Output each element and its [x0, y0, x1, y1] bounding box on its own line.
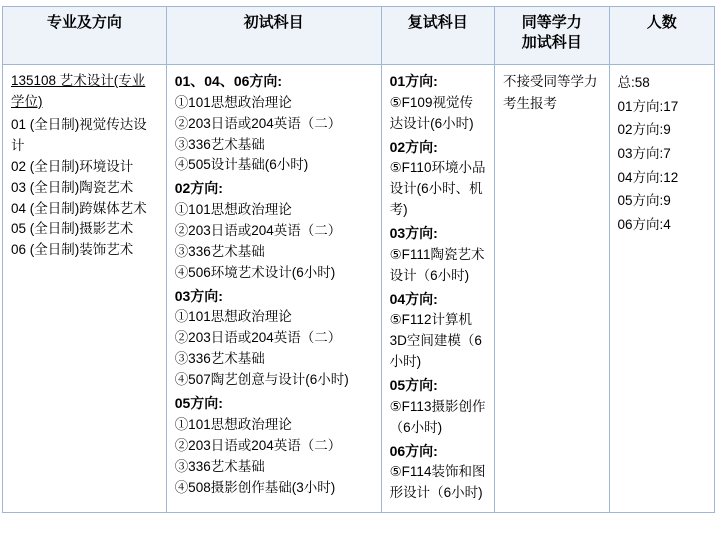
list-item: 06方向:4 [617, 216, 671, 232]
retest-group-title: 03方向: [389, 224, 438, 241]
initial-group-title: 05方向: [174, 395, 223, 412]
retest-group-title: 05方向: [389, 376, 438, 393]
column-header-initial-exam: 初试科目 [166, 7, 381, 65]
list-item: ④507陶艺创意与设计(6小时) [174, 372, 349, 388]
table-header-row [3, 7, 715, 65]
list-item: 05 (全日制)摄影艺术 [11, 221, 134, 237]
list-item: 01方向:17 [617, 98, 679, 114]
list-item: ⑤F111陶瓷艺术设计（6小时) [389, 246, 485, 283]
column-header-retest: 复试科目 [381, 7, 494, 65]
retest-group-title: 01方向: [389, 73, 438, 89]
cell-major-directions [3, 65, 167, 513]
column-header-equal-qualification [495, 7, 609, 65]
list-item: 04 (全日制)跨媒体艺术 [11, 200, 147, 216]
list-item: 04方向:12 [617, 169, 679, 185]
list-item: ①101思想政治理论 [174, 309, 292, 325]
column-header-major: 专业及方向 [3, 7, 167, 65]
program-exam-table [2, 6, 715, 513]
list-item: ⑤F112计算机3D空间建模（6小时) [389, 312, 482, 370]
cell-initial-exam-subjects [166, 65, 381, 513]
retest-group-title: 02方向: [389, 138, 438, 155]
list-item: ②203日语或204英语（二） [174, 330, 342, 346]
major-direction-list [11, 115, 158, 261]
list-item: ③336艺术基础 [174, 351, 265, 367]
column-header-count: 人数 [609, 7, 714, 65]
list-item: 05方向:9 [617, 193, 671, 209]
list-item: ④506环境艺术设计(6小时) [174, 264, 336, 280]
list-item: 01 (全日制)视觉传达设计 [11, 116, 147, 153]
list-item: ⑤F114装饰和图形设计（6小时) [389, 464, 486, 501]
list-item: 总:58 [617, 75, 650, 90]
cell-equal-qualification-note: 不接受同等学力考生报考 [495, 65, 609, 513]
initial-group-title: 02方向: [174, 180, 223, 197]
major-code-title: 135108 艺术设计(专业学位) [11, 73, 146, 109]
column-header-equal-line1: 同等学力 [521, 14, 582, 31]
list-item: ③336艺术基础 [174, 243, 265, 259]
initial-group-title: 03方向: [174, 287, 223, 304]
list-item: ⑤F113摄影创作（6小时) [389, 398, 486, 435]
list-item: ②203日语或204英语（二） [174, 437, 342, 453]
list-item: ①101思想政治理论 [174, 416, 292, 432]
retest-group-title: 06方向: [389, 442, 438, 459]
list-item: 03 (全日制)陶瓷艺术 [11, 179, 134, 195]
cell-enrollment-counts [609, 65, 714, 513]
cell-retest-subjects [381, 65, 494, 513]
list-item: ④508摄影创作基础(3小时) [174, 479, 336, 495]
table-row [3, 65, 715, 513]
retest-group-title: 04方向: [389, 290, 438, 307]
list-item: ①101思想政治理论 [174, 202, 292, 218]
list-item: ②203日语或204英语（二） [174, 222, 342, 238]
list-item: 03方向:7 [617, 145, 671, 161]
list-item: 06 (全日制)装饰艺术 [11, 242, 134, 258]
list-item: ⑤F110环境小品设计(6小时、机考) [389, 160, 486, 218]
column-header-equal-line2: 加试科目 [521, 34, 582, 52]
list-item: ⑤F109视觉传达设计(6小时) [389, 94, 474, 131]
list-item: 02 (全日制)环境设计 [11, 158, 134, 174]
list-item: ②203日语或204英语（二） [174, 115, 342, 131]
list-item: ①101思想政治理论 [174, 94, 292, 110]
list-item: ③336艺术基础 [174, 458, 265, 474]
list-item: ③336艺术基础 [174, 136, 265, 152]
initial-group-title: 01、04、06方向: [174, 73, 283, 89]
list-item: 02方向:9 [617, 122, 671, 138]
list-item: ④505设计基础(6小时) [174, 157, 309, 173]
